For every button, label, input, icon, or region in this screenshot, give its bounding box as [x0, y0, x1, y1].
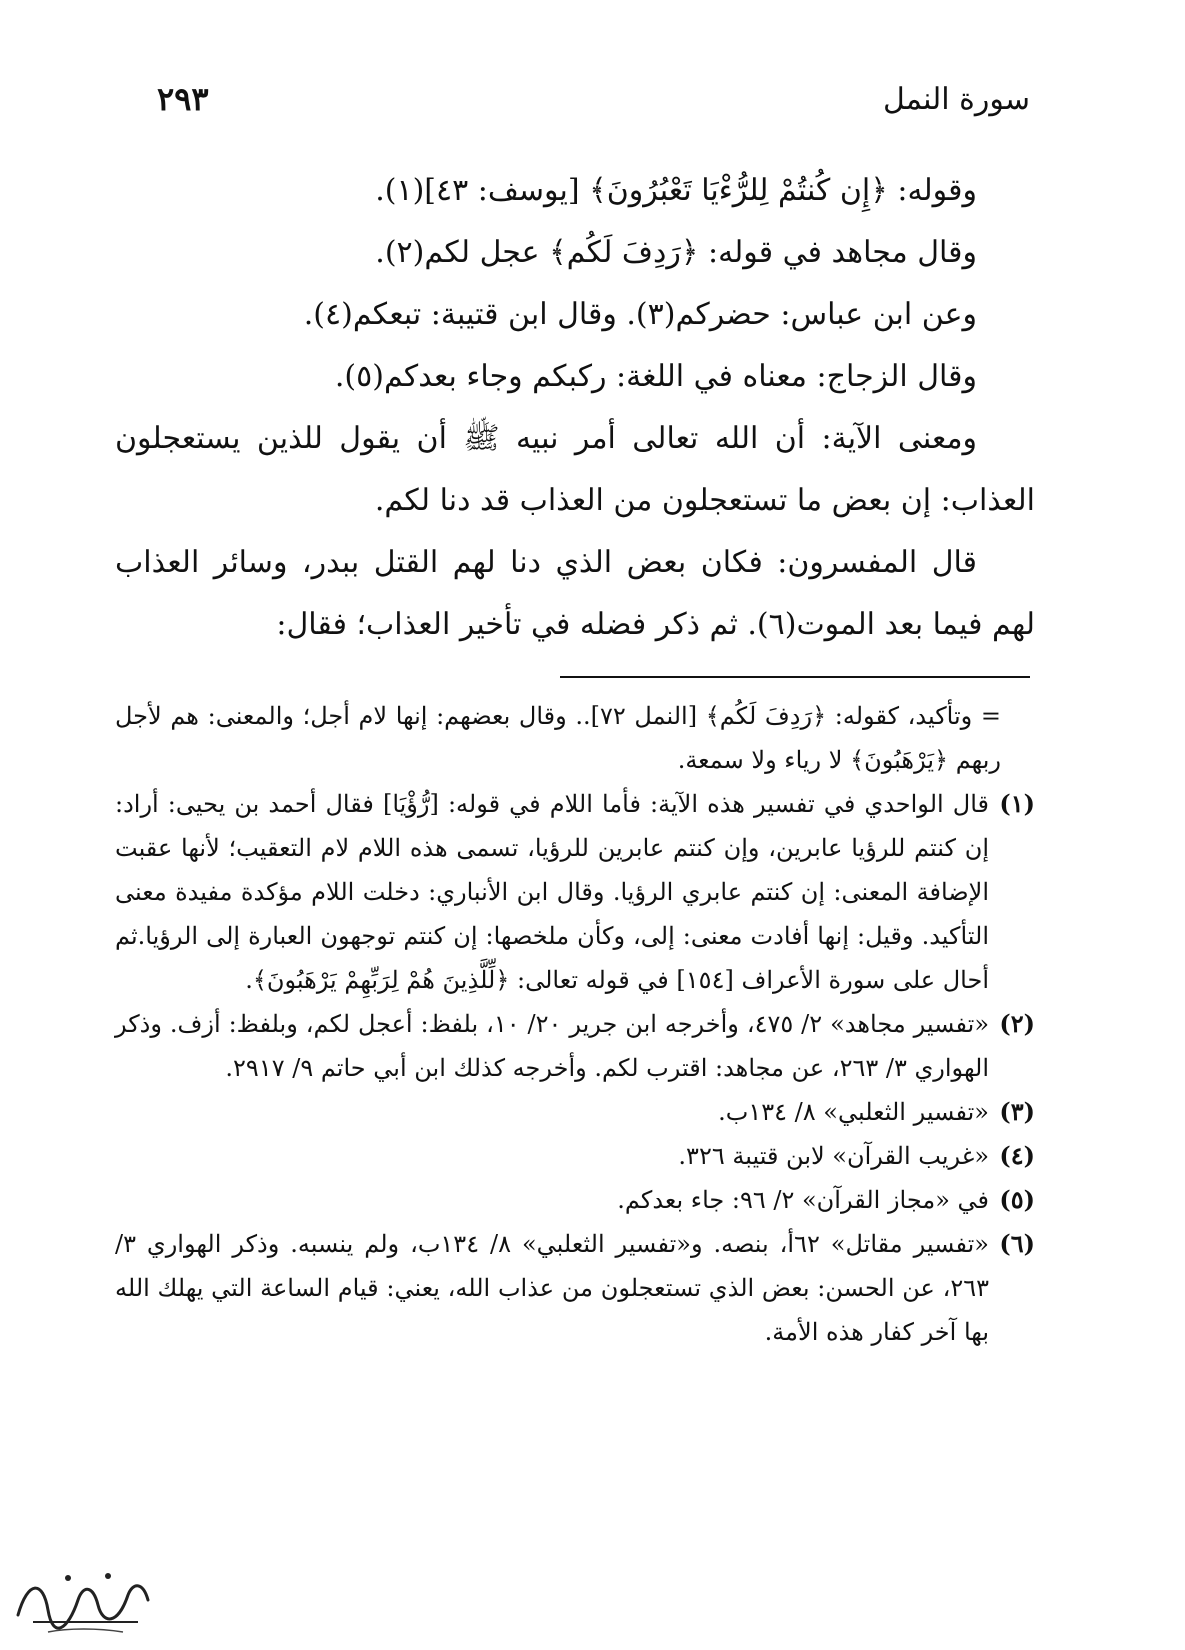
footnote	[115, 1090, 1035, 1134]
footnote	[115, 782, 1035, 1002]
footnote-text: «تفسير الثعلبي» ٨/ ١٣٤ب.	[718, 1098, 989, 1126]
footnote-divider	[560, 676, 1030, 678]
paragraph: قال المفسرون: فكان بعض الذي دنا لهم القتل ببدر، وسائر العذاب لهم فيما بعد الموت(٦). ثم ذكر فضله في تأخير العذاب؛ فقال:	[115, 545, 1035, 642]
footnote-number: (٥)	[999, 1185, 1035, 1214]
footnotes	[115, 694, 1035, 1354]
surah-title: سورة النمل	[883, 82, 1030, 117]
paragraph: وقال مجاهد في قوله: ﴿رَدِفَ لَكُم﴾ عجل لكم(٢).	[375, 235, 977, 270]
footnote	[115, 1134, 1035, 1178]
footnote	[115, 1222, 1035, 1354]
footnote-text: في «مجاز القرآن» ٢/ ٩٦: جاء بعدكم.	[617, 1186, 989, 1214]
footnote-text: «غريب القرآن» لابن قتيبة ٣٢٦.	[678, 1142, 989, 1170]
footnote-number: (٢)	[999, 1009, 1035, 1038]
main-text	[115, 160, 1035, 656]
footnote-text: «تفسير مقاتل» ٦٢أ، بنصه. و«تفسير الثعلبي» ٨/ ١٣٤ب، ولم ينسبه. وذكر الهواري ٣/ ٢٦٣، عن الحسن: بعض الذي تستعجلون من عذاب الله، يعني: قيام الساعة التي يهلك الله بها آخر كفار هذه الأمة.	[115, 1230, 989, 1346]
footnote	[115, 1002, 1035, 1090]
page-number: ٢٩٣	[157, 80, 209, 118]
paragraph: وعن ابن عباس: حضركم(٣). وقال ابن قتيبة: تبعكم(٤).	[303, 297, 977, 332]
footnote-text: قال الواحدي في تفسير هذه الآية: فأما اللام في قوله: [رُّؤْيَا] فقال أحمد بن يحيى: أراد: إن كنتم للرؤيا عابرين، وإن كنتم عابرين للرؤيا، تسمى هذه اللام لام التعقيب؛ لأنها عقبت الإضافة المعنى: إن كنتم عابري الرؤيا. وقال ابن الأنباري: دخلت اللام مؤكدة مفيدة معنى التأكيد. وقيل: إنها أفادت معنى: إلى، وكأن ملخصها: إن كنتم توجهون العبارة إلى الرؤيا.ثم أحال على سورة الأعراف [١٥٤] في قوله تعالى: ﴿لِّلَّذِينَ هُمْ لِرَبِّهِمْ يَرْهَبُونَ﴾.	[115, 790, 989, 994]
paragraph: وقال الزجاج: معناه في اللغة: ركبكم وجاء بعدكم(٥).	[334, 359, 977, 394]
footnote-number: (١)	[999, 789, 1035, 818]
footnote-continuation: = وتأكيد، كقوله: ﴿رَدِفَ لَكُم﴾ [النمل ٧٢].. وقال بعضهم: إنها لام أجل؛ والمعنى: هم لأجل ربهم ﴿يَرْهَبُونَ﴾ لا رياء ولا سمعة.	[115, 702, 1001, 774]
paragraph: وقوله: ﴿إِن كُنتُمْ لِلرُّءْيَا تَعْبُرُونَ﴾ [يوسف: ٤٣](١).	[375, 173, 977, 208]
page-header	[145, 82, 1030, 132]
footnote-number: (٣)	[999, 1097, 1035, 1126]
footnote	[115, 1178, 1035, 1222]
calligraphy-logo-icon	[8, 1560, 158, 1640]
footnote-text: «تفسير مجاهد» ٢/ ٤٧٥، وأخرجه ابن جرير ٢٠/ ١٠، بلفظ: أعجل لكم، وبلفظ: أزف. وذكر الهواري ٣/ ٢٦٣، عن مجاهد: اقترب لكم. وأخرجه كذلك ابن أبي حاتم ٩/ ٢٩١٧.	[115, 1010, 990, 1082]
footnote-number: (٤)	[999, 1141, 1035, 1170]
footnote-number: (٦)	[999, 1229, 1035, 1258]
paragraph: ومعنى الآية: أن الله تعالى أمر نبيه ﷺ أن يقول للذين يستعجلون العذاب: إن بعض ما تستعجلون من العذاب قد دنا لكم.	[115, 421, 1035, 518]
